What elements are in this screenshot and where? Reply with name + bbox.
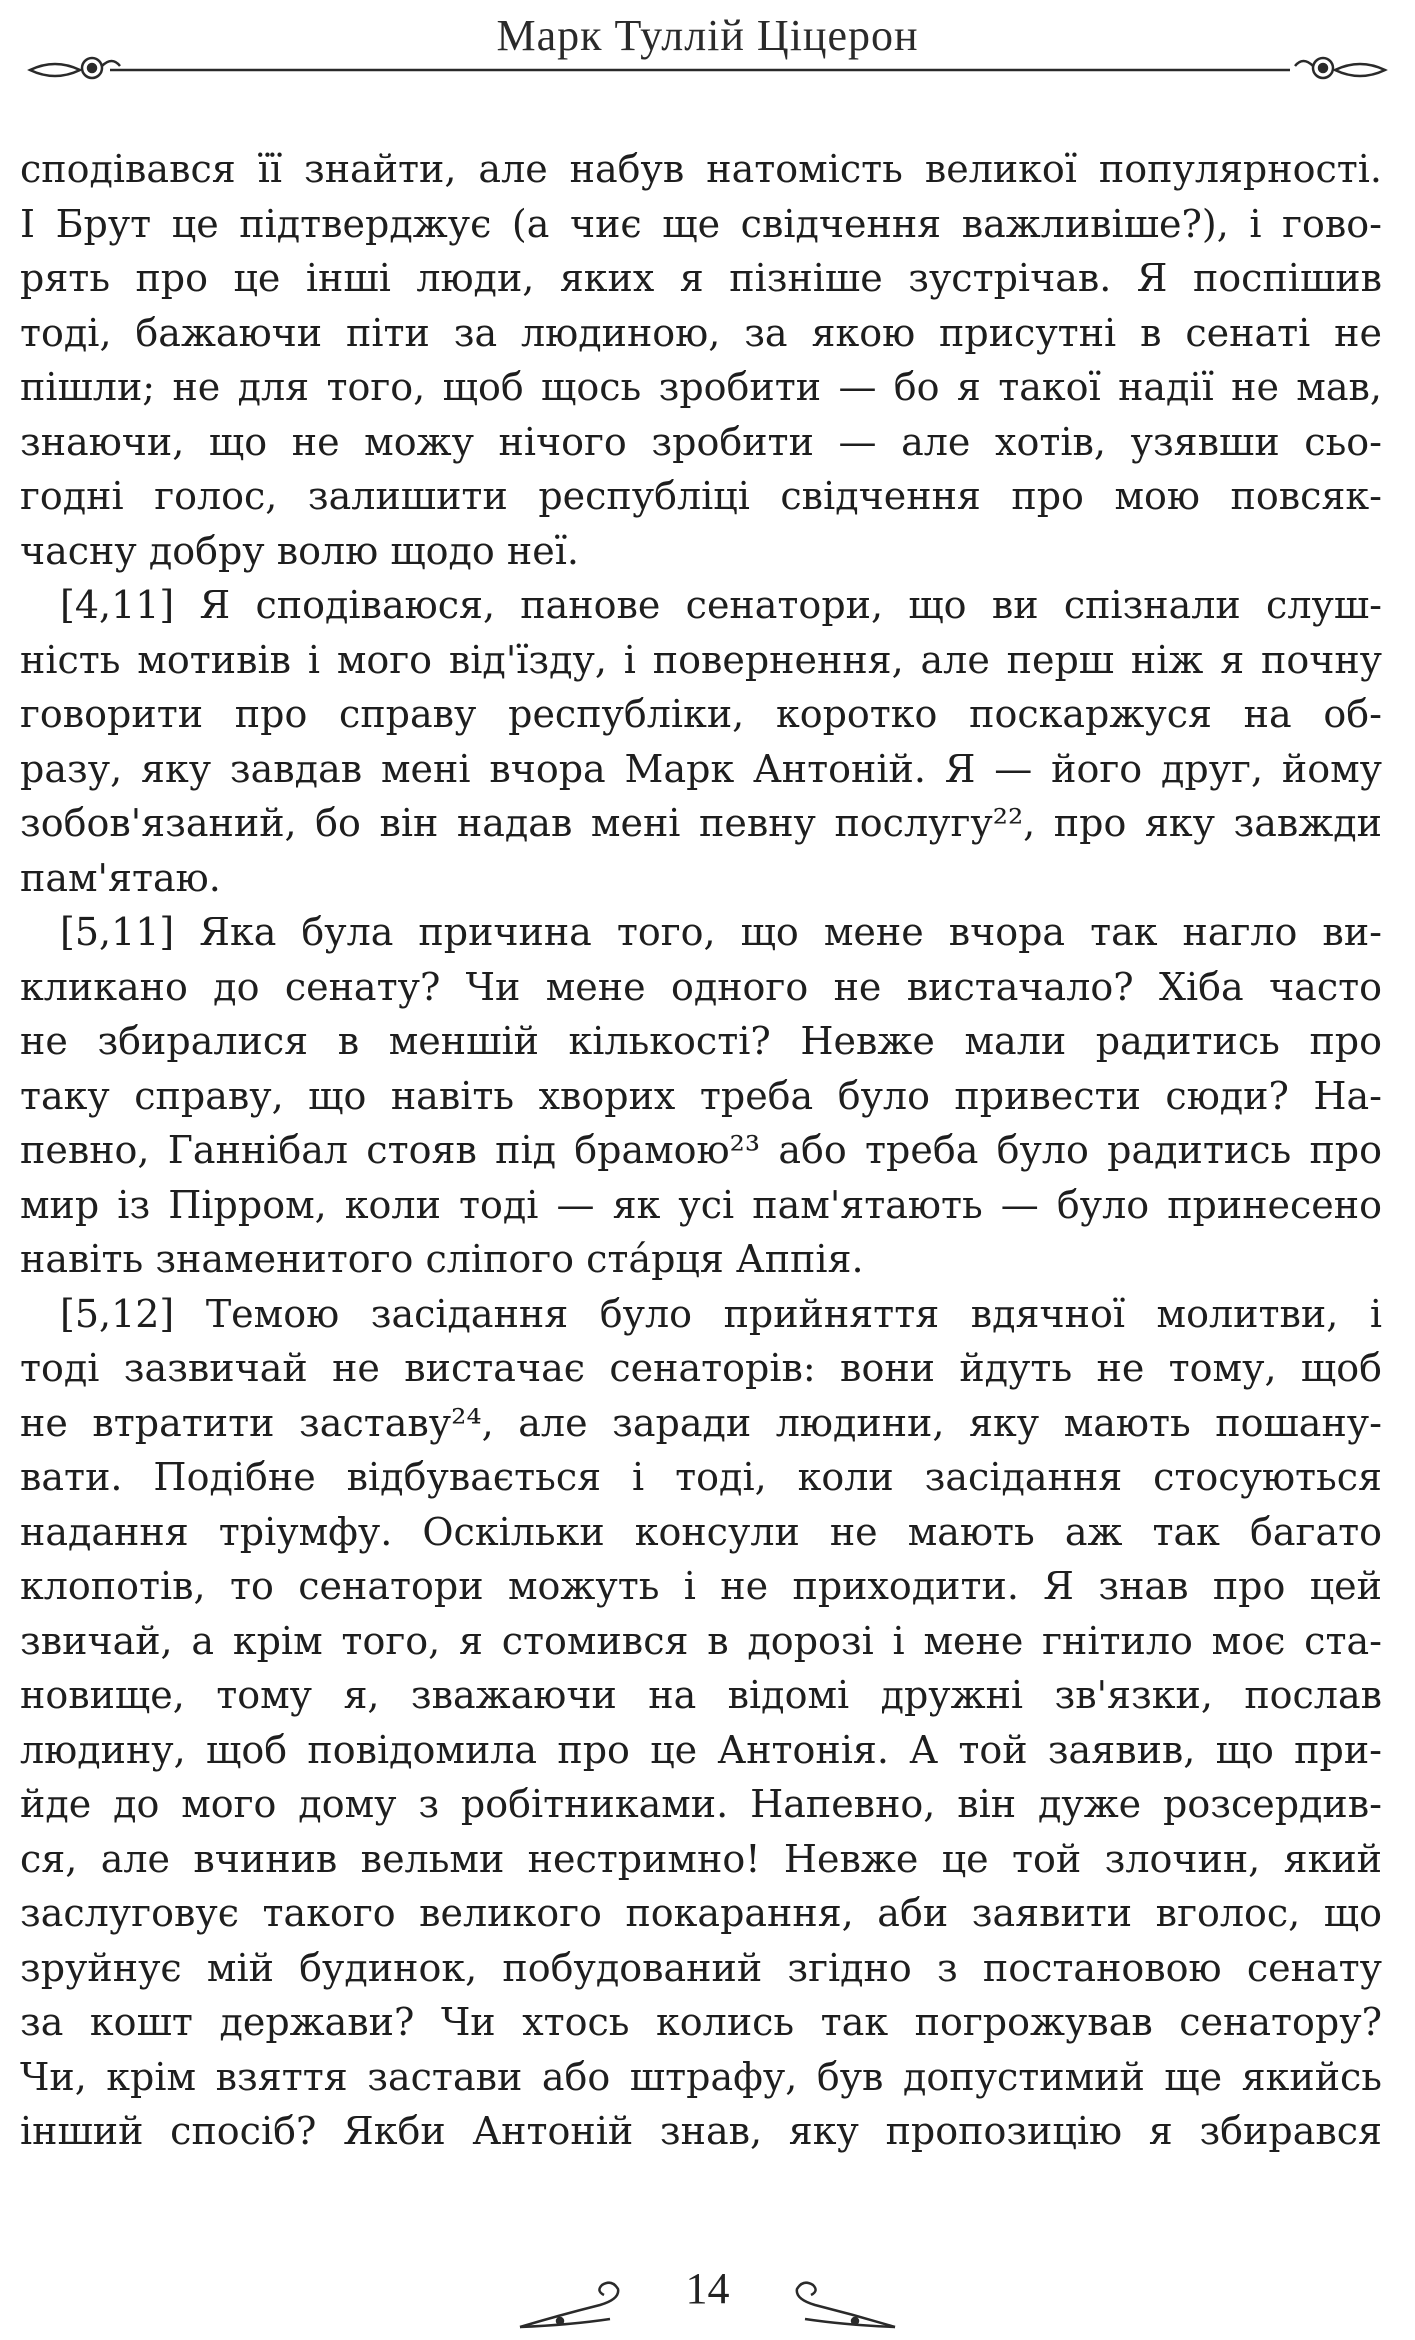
paragraph-start-line: [4,11] Я сподіваюся, панове сенатори, що ви спізнали слуш- [60,583,1382,627]
text-line: тоді, бажаючи піти за людиною, за якою присутні в сенаті не [20,310,1382,355]
right-flourish-icon [1295,58,1385,78]
text-line: заслуговує такого великого покарання, аби заявити вголос, що [20,1891,1382,1935]
left-flourish-icon [30,58,120,78]
header-ornament [0,0,1415,90]
text-line: новище, тому я, зважаючи на відомі дружні зв'язки, послав [20,1673,1382,1717]
page-footer [0,2245,1415,2340]
text-line: таку справу, що навіть хворих треба було привести сюди? На- [20,1073,1382,1118]
text-line: мир із Пірром, коли тоді — як усі пам'ятають — було принесено [20,1182,1382,1227]
text-line: певно, Ганнібал стояв під брамою²³ або треба було радитись про [20,1128,1382,1172]
page-number: 14 [685,2264,730,2313]
text-line: зобов'язаний, бо він надав мені певну послугу²², про яку завжди [20,801,1382,845]
text-line: тоді зазвичай не вистачає сенаторів: вони йдуть не тому, щоб [20,1346,1382,1390]
text-line: інший спосіб? Якби Антоній знав, яку пропозицію я збирався [20,2109,1382,2153]
text-line: говорити про справу республіки, коротко поскаржуся на об- [20,692,1382,736]
text-line: кликано до сенату? Чи мене одного не вистачало? Хіба часто [20,964,1382,1009]
text-line: клопотів, то сенатори можуть і не приходити. Я знав про цей [20,1564,1382,1608]
text-line: ність мотивів і мого від'їзду, і повернення, але перш ніж я почну [20,637,1382,682]
text-line: за кошт держави? Чи хтось колись так погрожував сенатору? [20,2000,1382,2044]
text-line: І Брут це підтверджує (а чиє ще свідчення важливіше?), і гово- [20,201,1382,246]
running-header-title: Марк Туллій Ціцерон [496,11,919,60]
text-line: Чи, крім взяття застави або штрафу, був допустимий ще якийсь [20,2054,1382,2099]
text-line: навіть знаменитого сліпого стáрця Аппія. [20,1237,864,1281]
text-line: пішли; не для того, щоб щось зробити — бо я такої надії не мав, [20,365,1382,409]
text-line: пам'ятаю. [20,855,221,900]
text-line: разу, яку завдав мені вчора Марк Антоній. Я — його друг, йому [20,746,1382,791]
text-line: надання тріумфу. Оскільки консули не мають аж так багато [20,1509,1382,1554]
paragraph-start-line: [5,12] Темою засідання було прийняття вдячної молитви, і [60,1291,1382,1336]
text-line: сподівався її знайти, але набув натомість великої популярності. [20,147,1382,191]
body-text [20,142,1382,2244]
paragraph-start-line: [5,11] Яка була причина того, що мене вчора так нагло ви- [60,910,1382,954]
text-line: йде до мого дому з робітниками. Напевно, він дуже розсердив- [20,1782,1382,1826]
text-line: ся, але вчинив вельми нестримно! Невже це той злочин, який [20,1836,1382,1881]
text-line: знаючи, що не можу нічого зробити — але хотів, узявши сьо- [20,419,1382,464]
running-header [0,0,1415,90]
text-line: зруйнує мій будинок, побудований згідно з постановою сенату [20,1945,1382,1990]
text-line: рять про це інші люди, яких я пізніше зустрічав. Я поспішив [20,256,1382,300]
text-line: годні голос, залишити республіці свідчення про мою повсяк- [20,474,1382,518]
text-line: людину, щоб повідомила про це Антонія. А той заявив, що при- [20,1727,1382,1772]
text-line: часну добру волю щодо неї. [20,528,579,573]
text-line: вати. Подібне відбувається і тоді, коли засідання стосуються [20,1455,1382,1499]
text-line: не втратити заставу²⁴, але заради людини, яку мають пошану- [20,1400,1382,1445]
text-line: не збиралися в меншій кількості? Невже мали радитись про [20,1019,1382,1063]
text-line: звичай, а крім того, я стомився в дорозі і мене гнітило моє ста- [20,1618,1382,1663]
